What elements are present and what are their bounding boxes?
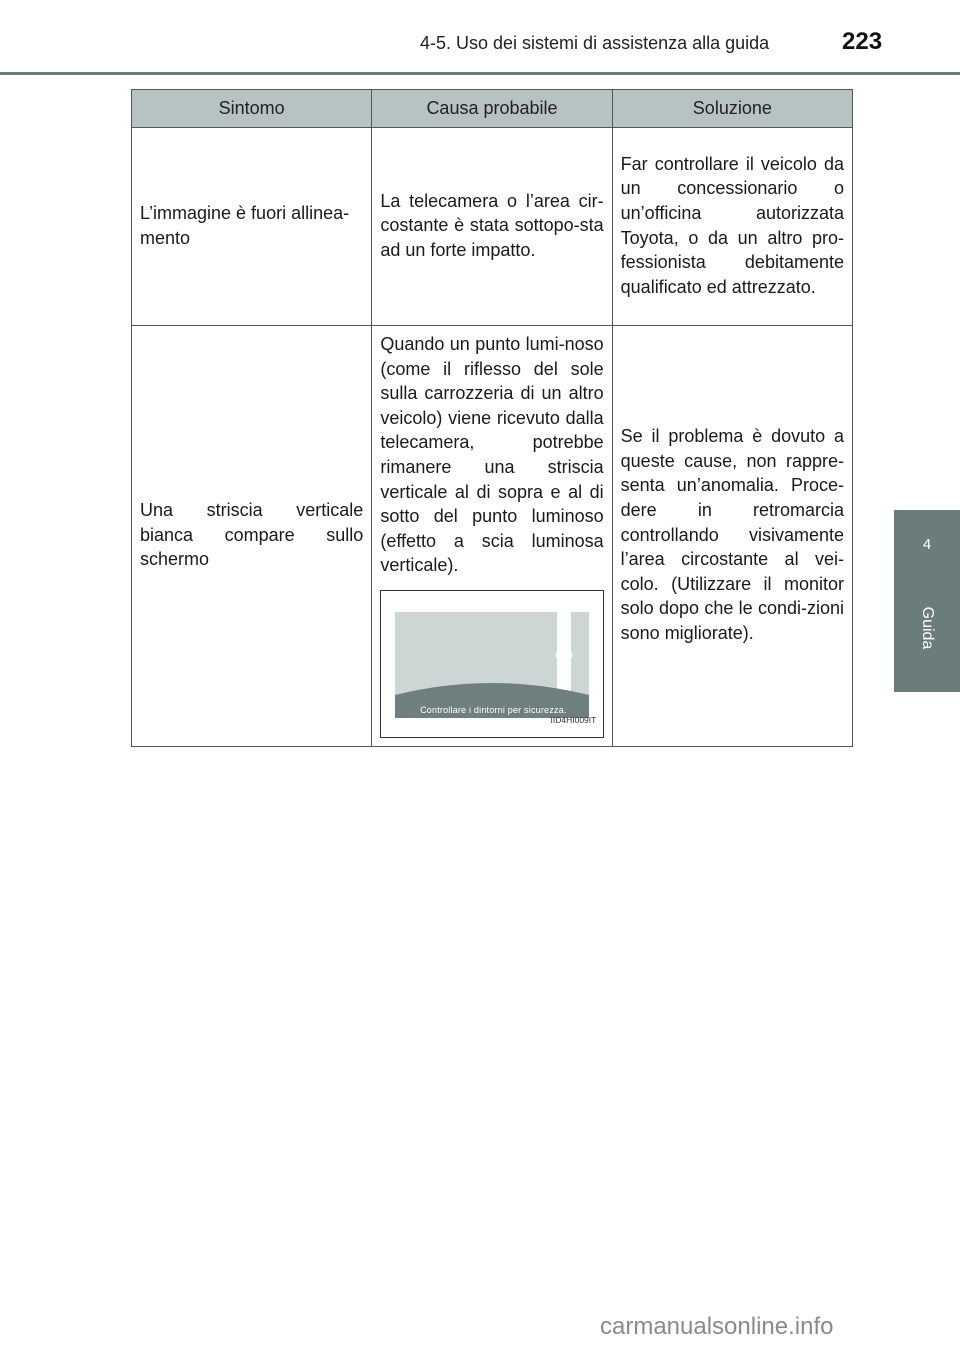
cause-text: Quando un punto lumi-noso (come il riflesso del sole sulla carrozzeria di un altro veicolo) viene ricevuto dalla telecamera, potrebbe rimanere una striscia verticale al di sopra e al di sotto del punto luminoso (effetto a scia luminosa verticale). [380,334,604,576]
symptom-cell [132,128,372,326]
section-title: 4-5. Uso dei sistemi di assistenza alla guida [420,33,770,53]
page-number: 223 [842,28,883,55]
cause-cell [372,128,612,326]
solution-cell [612,326,852,747]
table-header-row [132,90,853,128]
camera-screen-illustration [380,590,604,738]
troubleshooting-table [131,89,853,747]
solution-text: Far controllare il veicolo da un concessionario o un’officina autorizzata Toyota, o da un altro pro-fessionista debitamente qualificato ed attrezzato. [620,153,844,297]
cause-text: La telecamera o l’area cir-costante è stata sottopo-sta ad un forte impatto. [380,190,604,260]
solution-text: Se il problema è dovuto a queste cause, non rappre-senta un’anomalia. Proce-dere in retromarcia controllando visivamente l’area circostante al vei-colo. (Utilizzare il monitor solo dopo che le condi-zioni sono migliorate). [620,426,844,644]
cause-cell [372,326,612,747]
table-row [132,128,853,326]
chapter-label: Guida [919,606,936,650]
figure-caption: Controllare i dintorni per sicurezza. [420,704,567,715]
header-divider [0,72,960,75]
symptom-text: Una striscia verticale bianca compare sullo schermo [140,500,364,570]
column-header-symptom: Sintomo [132,90,372,128]
table-row [132,326,853,747]
column-header-solution: Soluzione [612,90,852,128]
column-header-cause: Causa probabile [372,90,612,128]
symptom-cell [132,326,372,747]
figure-code: IID4HI009IT [550,715,597,726]
chapter-tab [894,510,960,692]
symptom-text: L’immagine è fuori allinea-mento [140,202,350,248]
watermark: carmanualsonline.info [600,1313,834,1340]
chapter-number: 4 [922,536,932,553]
solution-cell [612,128,852,326]
